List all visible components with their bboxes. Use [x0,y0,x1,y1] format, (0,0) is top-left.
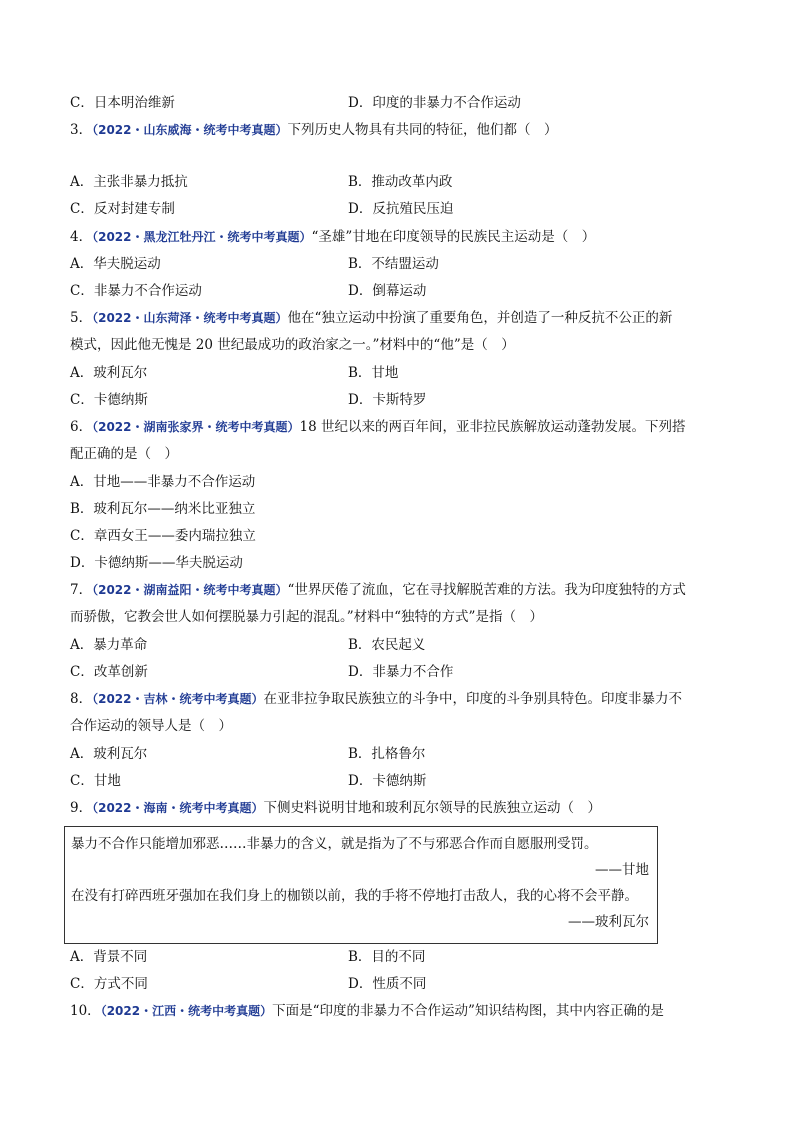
q9-option-c: C．方式不同 [70,976,148,992]
q9-text: 下侧史料说明甘地和玻利瓦尔领导的民族独立运动（ ） [263,800,601,816]
q8-text1: 在亚非拉争取民族独立的斗争中，印度的斗争别具特色。印度非暴力不 [263,691,682,707]
q4-text: “圣雄”甘地在印度领导的民族民主运动是（ ） [311,229,596,245]
q3-option-d: D．反抗殖民压迫 [348,201,454,217]
q7-option-d: D．非暴力不合作 [348,664,454,680]
q10-number: 10． [70,1003,101,1019]
q5-text1: 他在“独立运动中扮演了重要角色，并创造了一种反抗不公正的新 [287,310,673,326]
q3-option-c: C．反对封建专制 [70,201,175,217]
q4-source: （2022・黑龙江牡丹江・统考中考真题） [92,230,312,244]
q7-option-b: B．农民起义 [348,637,426,653]
q7-stem-line2: 而骄傲，它教会世人如何摆脱暴力引起的混乱。”材料中“独特的方式”是指（ ） [70,609,543,625]
q6-option-d: D．卡德纳斯——华夫脱运动 [70,555,243,571]
q6-source: （2022・湖南张家界・统考中考真题） [92,420,300,434]
q8-stem-line1 [70,690,682,708]
q8-option-c: C．甘地 [70,773,121,789]
q7-option-a: A．暴力革命 [70,637,148,653]
q4-option-a: A．华夫脱运动 [70,256,161,272]
q2-option-c: C．日本明治维新 [70,95,175,111]
q6-stem-line2: 配正确的是（ ） [70,446,178,462]
q4-option-b: B．不结盟运动 [348,256,439,272]
q4-option-c: C．非暴力不合作运动 [70,283,202,299]
q5-source: （2022・山东菏泽・统考中考真题） [92,311,288,325]
q8-number: 8． [70,691,93,707]
q6-option-c: C．章西女王——委内瑞拉独立 [70,528,256,544]
q8-option-a: A．玻利瓦尔 [70,746,148,762]
q8-stem-line2: 合作运动的领导人是（ ） [70,718,232,734]
q7-stem-line1 [70,581,686,599]
q3-text: 下列历史人物具有共同的特征，他们都（ ） [287,122,558,138]
q5-option-a: A．玻利瓦尔 [70,365,148,381]
q7-option-c: C．改革创新 [70,664,148,680]
q3-number: 3． [70,122,93,138]
q6-option-a: A．甘地——非暴力不合作运动 [70,474,256,490]
q8-option-d: D．卡德纳斯 [348,773,427,789]
q3-source: （2022・山东威海・统考中考真题） [92,123,288,137]
q9-stem [70,799,601,817]
q7-number: 7． [70,582,93,598]
q10-stem [70,1002,664,1020]
q6-number: 6． [70,419,93,435]
q9-quote-gandhi: 暴力不合作只能增加邪恶……非暴力的含义，就是指为了不与邪恶合作而自愿服刑受罚。 [71,836,598,852]
q9-source-material-box [64,826,658,944]
q9-option-a: A．背景不同 [70,949,148,965]
q4-stem [70,228,595,246]
q9-signature-gandhi: ——甘地 [595,862,649,878]
q5-option-b: B．甘地 [348,365,399,381]
q9-option-d: D．性质不同 [348,976,427,992]
q5-option-c: C．卡德纳斯 [70,392,148,408]
q7-text1: “世界厌倦了流血，它在寻找解脱苦难的方法。我为印度独特的方式 [287,582,686,598]
q5-stem-line1 [70,309,672,327]
q6-option-b: B．玻利瓦尔——纳米比亚独立 [70,501,256,517]
q2-option-d: D．印度的非暴力不合作运动 [348,95,521,111]
q9-number: 9． [70,800,93,816]
q9-signature-bolivar: ——玻利瓦尔 [568,914,649,930]
q10-text: 下面是“印度的非暴力不合作运动”知识结构图，其中内容正确的是 [272,1003,664,1019]
q10-source: （2022・江西・统考中考真题） [100,1004,273,1018]
q4-option-d: D．倒幕运动 [348,283,427,299]
q6-text1: 18 世纪以来的两百年间，亚非拉民族解放运动蓬勃发展。下列搭 [299,419,686,435]
q6-stem-line1 [70,418,685,436]
q3-option-b: B．推动改革内政 [348,174,453,190]
q9-source: （2022・海南・统考中考真题） [92,801,264,815]
q9-option-b: B．目的不同 [348,949,426,965]
q9-quote-bolivar: 在没有打碎西班牙强加在我们身上的枷锁以前，我的手将不停地打击敌人，我的心将不会平静。 [71,888,638,904]
q8-source: （2022・吉林・统考中考真题） [92,692,264,706]
q7-source: （2022・湖南益阳・统考中考真题） [92,583,288,597]
q4-number: 4． [70,229,93,245]
q8-option-b: B．扎格鲁尔 [348,746,426,762]
q3-stem [70,121,558,139]
q5-option-d: D．卡斯特罗 [348,392,427,408]
q3-option-a: A．主张非暴力抵抗 [70,174,188,190]
q5-stem-line2: 模式，因此他无愧是 20 世纪最成功的政治家之一。”材料中的“他”是（ ） [70,337,515,353]
q5-number: 5． [70,310,93,326]
